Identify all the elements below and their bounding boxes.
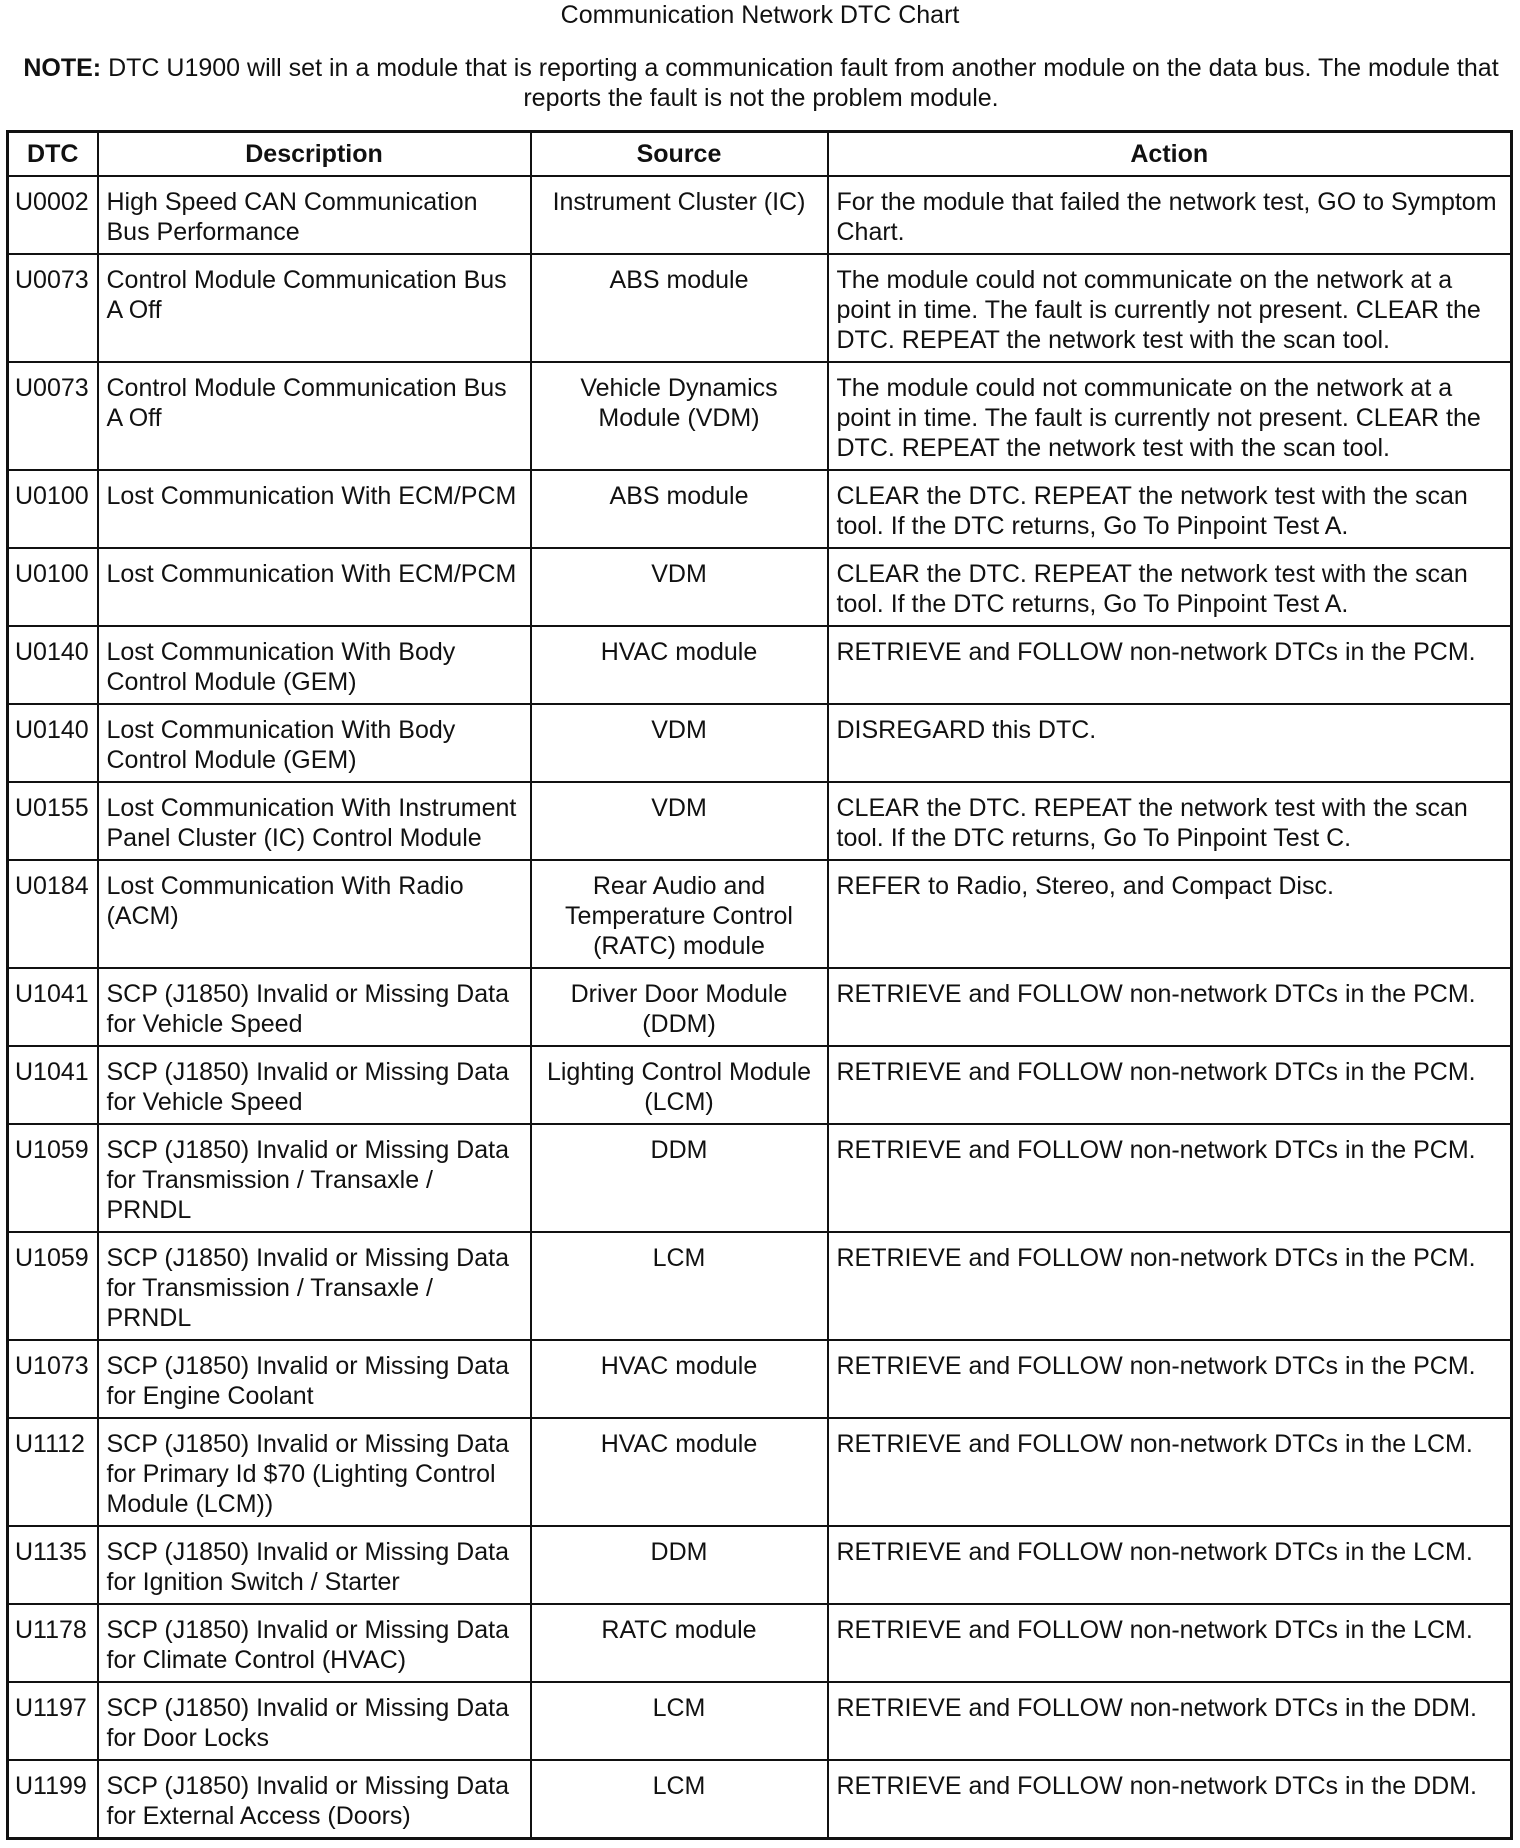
table-row xyxy=(8,1046,1512,1124)
cell-source: Rear Audio and Temperature Control (RATC) module xyxy=(531,860,828,968)
cell-action: REFER to Radio, Stereo, and Compact Disc. xyxy=(828,860,1512,968)
column-header-source: Source xyxy=(531,132,828,177)
table-row xyxy=(8,704,1512,782)
cell-dtc: U0140 xyxy=(8,704,98,782)
cell-action: The module could not communicate on the network at a point in time. The fault is currently not present. CLEAR the DTC. REPEAT the network test with the scan tool. xyxy=(828,362,1512,470)
cell-source: VDM xyxy=(531,704,828,782)
table-row xyxy=(8,782,1512,860)
table-row xyxy=(8,1232,1512,1340)
table-row xyxy=(8,860,1512,968)
cell-dtc: U0155 xyxy=(8,782,98,860)
cell-action: For the module that failed the network test, GO to Symptom Chart. xyxy=(828,176,1512,254)
cell-dtc: U1073 xyxy=(8,1340,98,1418)
cell-dtc: U0073 xyxy=(8,254,98,362)
cell-dtc: U0100 xyxy=(8,470,98,548)
note-label: NOTE: xyxy=(23,54,102,82)
cell-description: High Speed CAN Communication Bus Performance xyxy=(98,176,531,254)
cell-action: RETRIEVE and FOLLOW non-network DTCs in the DDM. xyxy=(828,1760,1512,1839)
cell-action: CLEAR the DTC. REPEAT the network test with the scan tool. If the DTC returns, Go To Pinpoint Test A. xyxy=(828,470,1512,548)
cell-action: RETRIEVE and FOLLOW non-network DTCs in the PCM. xyxy=(828,626,1512,704)
cell-action: RETRIEVE and FOLLOW non-network DTCs in the LCM. xyxy=(828,1526,1512,1604)
cell-description: SCP (J1850) Invalid or Missing Data for Door Locks xyxy=(98,1682,531,1760)
cell-source: ABS module xyxy=(531,254,828,362)
cell-dtc: U0002 xyxy=(8,176,98,254)
cell-description: SCP (J1850) Invalid or Missing Data for External Access (Doors) xyxy=(98,1760,531,1839)
cell-source: DDM xyxy=(531,1526,828,1604)
cell-dtc: U1178 xyxy=(8,1604,98,1682)
cell-source: VDM xyxy=(531,782,828,860)
cell-source: Instrument Cluster (IC) xyxy=(531,176,828,254)
table-row xyxy=(8,254,1512,362)
cell-description: SCP (J1850) Invalid or Missing Data for Engine Coolant xyxy=(98,1340,531,1418)
cell-source: HVAC module xyxy=(531,626,828,704)
cell-source: LCM xyxy=(531,1760,828,1839)
column-header-dtc: DTC xyxy=(8,132,98,177)
note-text: DTC U1900 will set in a module that is reporting a communication fault from another module on the data bus. The module that reports the fault is not the problem module. xyxy=(101,54,1499,112)
note-paragraph xyxy=(16,53,1506,113)
cell-action: RETRIEVE and FOLLOW non-network DTCs in the LCM. xyxy=(828,1418,1512,1526)
cell-dtc: U1059 xyxy=(8,1124,98,1232)
cell-description: SCP (J1850) Invalid or Missing Data for Ignition Switch / Starter xyxy=(98,1526,531,1604)
cell-dtc: U1112 xyxy=(8,1418,98,1526)
cell-dtc: U1041 xyxy=(8,1046,98,1124)
table-row xyxy=(8,1526,1512,1604)
table-row xyxy=(8,548,1512,626)
cell-action: CLEAR the DTC. REPEAT the network test with the scan tool. If the DTC returns, Go To Pinpoint Test A. xyxy=(828,548,1512,626)
cell-description: Lost Communication With Instrument Panel Cluster (IC) Control Module xyxy=(98,782,531,860)
page-title: Communication Network DTC Chart xyxy=(560,1,960,29)
cell-description: SCP (J1850) Invalid or Missing Data for Vehicle Speed xyxy=(98,1046,531,1124)
cell-description: SCP (J1850) Invalid or Missing Data for Primary Id $70 (Lighting Control Module (LCM)) xyxy=(98,1418,531,1526)
cell-action: The module could not communicate on the network at a point in time. The fault is currently not present. CLEAR the DTC. REPEAT the network test with the scan tool. xyxy=(828,254,1512,362)
column-header-description: Description xyxy=(98,132,531,177)
table-row xyxy=(8,968,1512,1046)
cell-description: SCP (J1850) Invalid or Missing Data for Transmission / Transaxle / PRNDL xyxy=(98,1124,531,1232)
cell-source: Lighting Control Module (LCM) xyxy=(531,1046,828,1124)
cell-description: Lost Communication With ECM/PCM xyxy=(98,470,531,548)
cell-dtc: U1197 xyxy=(8,1682,98,1760)
cell-description: Lost Communication With Body Control Module (GEM) xyxy=(98,704,531,782)
cell-description: Lost Communication With Body Control Module (GEM) xyxy=(98,626,531,704)
table-row xyxy=(8,1340,1512,1418)
cell-description: SCP (J1850) Invalid or Missing Data for Vehicle Speed xyxy=(98,968,531,1046)
table-row xyxy=(8,1682,1512,1760)
table-row xyxy=(8,1124,1512,1232)
cell-source: RATC module xyxy=(531,1604,828,1682)
cell-dtc: U1199 xyxy=(8,1760,98,1839)
cell-description: Control Module Communication Bus A Off xyxy=(98,254,531,362)
cell-action: DISREGARD this DTC. xyxy=(828,704,1512,782)
table-header-row xyxy=(8,132,1512,177)
cell-dtc: U0184 xyxy=(8,860,98,968)
cell-dtc: U1059 xyxy=(8,1232,98,1340)
cell-source: DDM xyxy=(531,1124,828,1232)
cell-action: RETRIEVE and FOLLOW non-network DTCs in the PCM. xyxy=(828,968,1512,1046)
cell-description: SCP (J1850) Invalid or Missing Data for Transmission / Transaxle / PRNDL xyxy=(98,1232,531,1340)
table-row xyxy=(8,626,1512,704)
table-row xyxy=(8,1604,1512,1682)
cell-dtc: U0073 xyxy=(8,362,98,470)
cell-description: Control Module Communication Bus A Off xyxy=(98,362,531,470)
cell-action: RETRIEVE and FOLLOW non-network DTCs in the PCM. xyxy=(828,1340,1512,1418)
table-row xyxy=(8,362,1512,470)
table-row xyxy=(8,1418,1512,1526)
table-row xyxy=(8,1760,1512,1839)
cell-action: RETRIEVE and FOLLOW non-network DTCs in the PCM. xyxy=(828,1232,1512,1340)
table-row xyxy=(8,176,1512,254)
table-body xyxy=(8,176,1512,1839)
cell-dtc: U0100 xyxy=(8,548,98,626)
cell-action: RETRIEVE and FOLLOW non-network DTCs in the DDM. xyxy=(828,1682,1512,1760)
cell-source: HVAC module xyxy=(531,1418,828,1526)
cell-description: Lost Communication With ECM/PCM xyxy=(98,548,531,626)
dtc-table xyxy=(6,130,1513,1840)
cell-dtc: U0140 xyxy=(8,626,98,704)
cell-dtc: U1041 xyxy=(8,968,98,1046)
cell-source: Vehicle Dynamics Module (VDM) xyxy=(531,362,828,470)
cell-action: RETRIEVE and FOLLOW non-network DTCs in the LCM. xyxy=(828,1604,1512,1682)
cell-description: Lost Communication With Radio (ACM) xyxy=(98,860,531,968)
cell-source: VDM xyxy=(531,548,828,626)
cell-action: CLEAR the DTC. REPEAT the network test with the scan tool. If the DTC returns, Go To Pinpoint Test C. xyxy=(828,782,1512,860)
column-header-action: Action xyxy=(828,132,1512,177)
cell-source: Driver Door Module (DDM) xyxy=(531,968,828,1046)
cell-source: HVAC module xyxy=(531,1340,828,1418)
table-row xyxy=(8,470,1512,548)
cell-description: SCP (J1850) Invalid or Missing Data for Climate Control (HVAC) xyxy=(98,1604,531,1682)
cell-action: RETRIEVE and FOLLOW non-network DTCs in the PCM. xyxy=(828,1046,1512,1124)
cell-source: ABS module xyxy=(531,470,828,548)
cell-dtc: U1135 xyxy=(8,1526,98,1604)
cell-source: LCM xyxy=(531,1232,828,1340)
cell-source: LCM xyxy=(531,1682,828,1760)
cell-action: RETRIEVE and FOLLOW non-network DTCs in the PCM. xyxy=(828,1124,1512,1232)
